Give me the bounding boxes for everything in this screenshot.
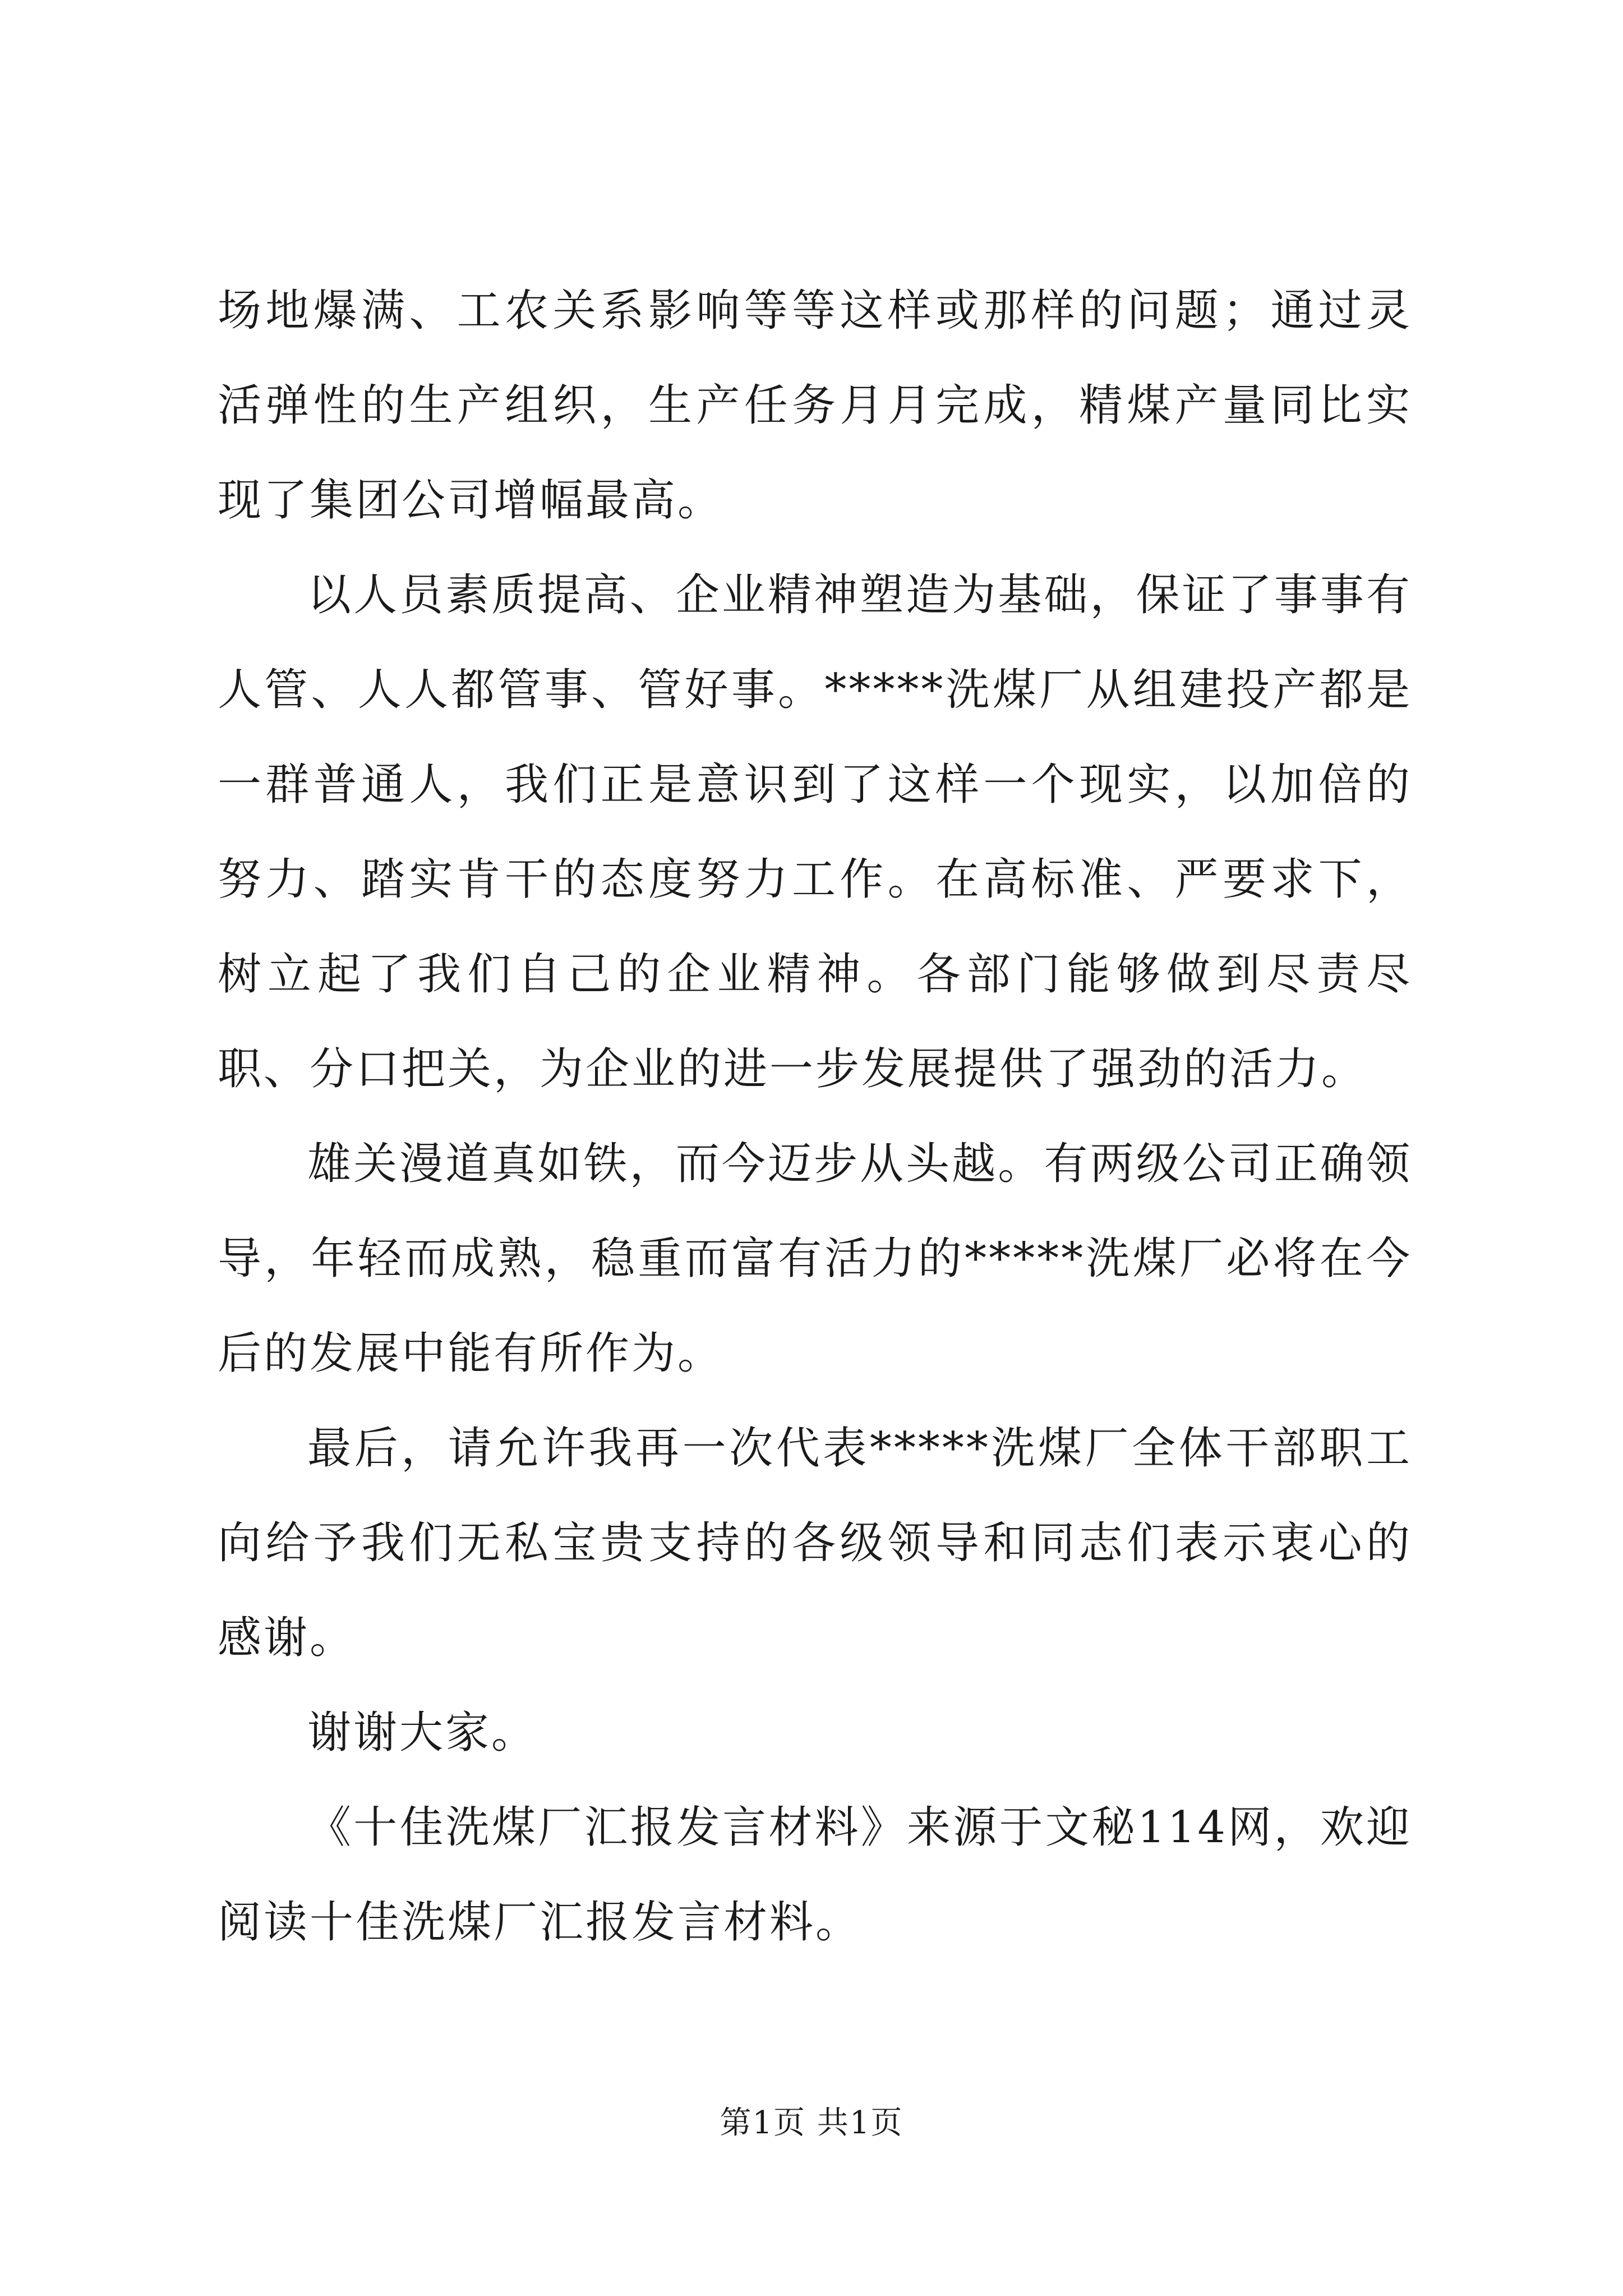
paragraph-closing: 谢谢大家。 [307, 1708, 538, 1758]
paragraph-continuation: 场地爆满、工农关系影响等等这样或那样的问题；通过灵活弹性的生产组织，生产任务月月完成，精煤产量同比实现了集团公司增幅最高。 [218, 286, 1412, 526]
paragraph-thanks: 最后，请允许我再一次代表*****洗煤厂全体干部职工向给予我们无私宝贵支持的各级领导和同志们表示衷心的感谢。 [218, 1423, 1412, 1663]
paragraph-source-note: 《十佳洗煤厂汇报发言材料》来源于文秘114网，欢迎阅读十佳洗煤厂汇报发言材料。 [218, 1802, 1412, 1948]
paragraph-personnel-quality: 以人员素质提高、企业精神塑造为基础，保证了事事有人管、人人都管事、管好事。*****洗煤厂从组建投产都是一群普通人，我们正是意识到了这样一个现实，以加倍的努力、踏实肯干的态度努力工作。在高标准、严要求下，树立起了我们自己的企业精神。各部门能够做到尽责尽职、分口把关，为企业的进一步发展提供了强劲的活力。 [218, 570, 1412, 1094]
document-body [218, 264, 1412, 1970]
page-number-footer: 第1页 共1页 [720, 2105, 903, 2141]
paragraph-outlook: 雄关漫道真如铁，而今迈步从头越。有两级公司正确领导，年轻而成熟，稳重而富有活力的*****洗煤厂必将在今后的发展中能有所作为。 [218, 1139, 1412, 1379]
